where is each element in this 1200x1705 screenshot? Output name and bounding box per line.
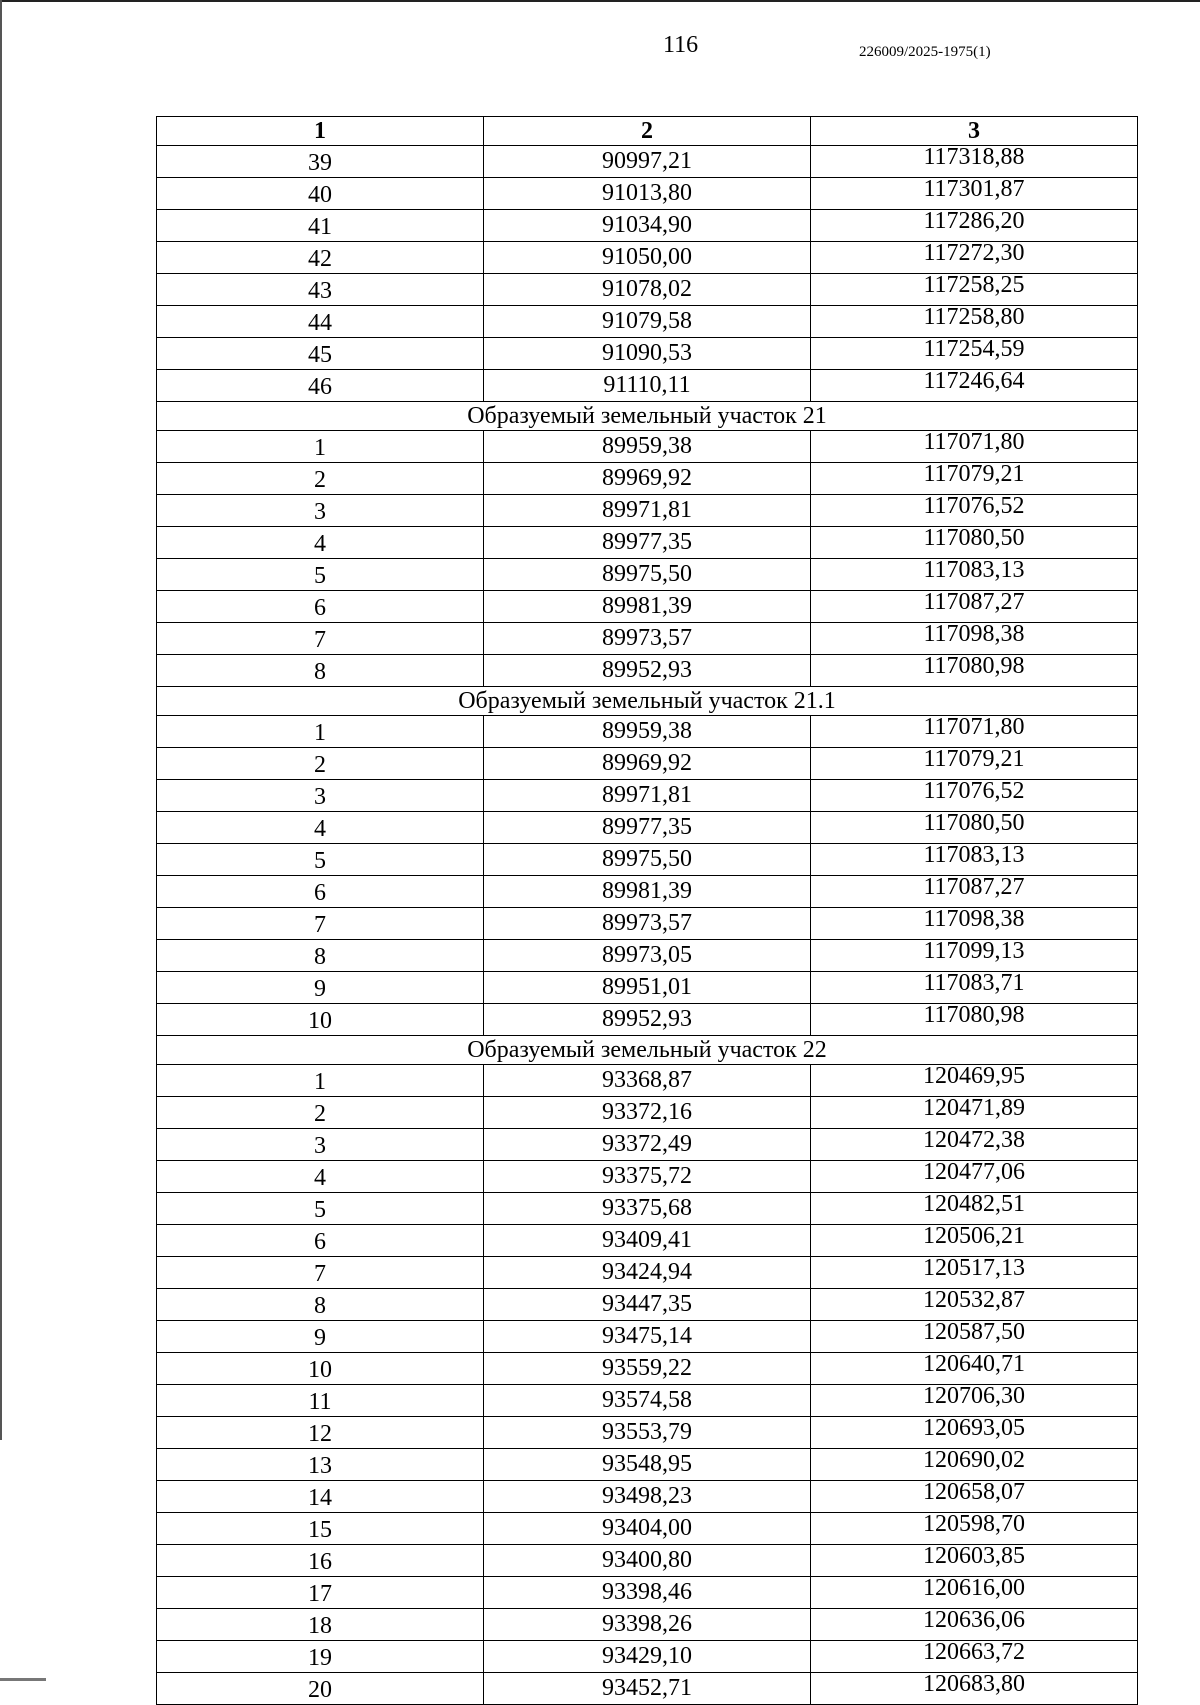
point-number-cell: 3 — [157, 495, 484, 527]
x-coordinate-cell: 93398,46 — [484, 1577, 811, 1609]
y-coordinate-cell: 120471,89 — [811, 1097, 1138, 1129]
y-coordinate-cell: 117079,21 — [811, 748, 1138, 780]
point-number-cell: 1 — [157, 1065, 484, 1097]
y-coordinate-cell: 120603,85 — [811, 1545, 1138, 1577]
y-coordinate-cell: 117098,38 — [811, 908, 1138, 940]
y-coordinate-cell: 120469,95 — [811, 1065, 1138, 1097]
table-row — [157, 1289, 1138, 1321]
y-coordinate-cell: 120532,87 — [811, 1289, 1138, 1321]
point-number-cell: 5 — [157, 844, 484, 876]
y-coordinate-cell: 117087,27 — [811, 876, 1138, 908]
table-row — [157, 1129, 1138, 1161]
y-coordinate-cell: 120482,51 — [811, 1193, 1138, 1225]
y-coordinate-cell: 117076,52 — [811, 495, 1138, 527]
point-number-cell: 4 — [157, 1161, 484, 1193]
table-header-row — [157, 117, 1138, 146]
table-row — [157, 242, 1138, 274]
x-coordinate-cell: 89975,50 — [484, 559, 811, 591]
point-number-cell: 7 — [157, 908, 484, 940]
table-row — [157, 274, 1138, 306]
point-number-cell: 9 — [157, 1321, 484, 1353]
x-coordinate-cell: 91079,58 — [484, 306, 811, 338]
y-coordinate-cell: 117254,59 — [811, 338, 1138, 370]
x-coordinate-cell: 93372,16 — [484, 1097, 811, 1129]
x-coordinate-cell: 89951,01 — [484, 972, 811, 1004]
table-row — [157, 1004, 1138, 1036]
column-header-3: 3 — [811, 117, 1138, 146]
point-number-cell: 45 — [157, 338, 484, 370]
y-coordinate-cell: 120477,06 — [811, 1161, 1138, 1193]
point-number-cell: 41 — [157, 210, 484, 242]
x-coordinate-cell: 93452,71 — [484, 1673, 811, 1705]
y-coordinate-cell: 120663,72 — [811, 1641, 1138, 1673]
x-coordinate-cell: 93475,14 — [484, 1321, 811, 1353]
table-row — [157, 306, 1138, 338]
y-coordinate-cell: 117083,13 — [811, 559, 1138, 591]
table-body — [157, 146, 1138, 1705]
point-number-cell: 39 — [157, 146, 484, 178]
x-coordinate-cell: 91034,90 — [484, 210, 811, 242]
point-number-cell: 10 — [157, 1004, 484, 1036]
point-number-cell: 14 — [157, 1481, 484, 1513]
y-coordinate-cell: 120636,06 — [811, 1609, 1138, 1641]
point-number-cell: 42 — [157, 242, 484, 274]
scan-mark-bottom — [0, 1678, 46, 1681]
x-coordinate-cell: 89973,57 — [484, 623, 811, 655]
x-coordinate-cell: 91050,00 — [484, 242, 811, 274]
point-number-cell: 8 — [157, 1289, 484, 1321]
x-coordinate-cell: 89981,39 — [484, 876, 811, 908]
table-row — [157, 527, 1138, 559]
x-coordinate-cell: 91090,53 — [484, 338, 811, 370]
point-number-cell: 18 — [157, 1609, 484, 1641]
table-row — [157, 780, 1138, 812]
point-number-cell: 9 — [157, 972, 484, 1004]
y-coordinate-cell: 120658,07 — [811, 1481, 1138, 1513]
x-coordinate-cell: 93368,87 — [484, 1065, 811, 1097]
y-coordinate-cell: 117079,21 — [811, 463, 1138, 495]
point-number-cell: 8 — [157, 940, 484, 972]
point-number-cell: 11 — [157, 1385, 484, 1417]
table-row — [157, 559, 1138, 591]
point-number-cell: 4 — [157, 527, 484, 559]
y-coordinate-cell: 117099,13 — [811, 940, 1138, 972]
y-coordinate-cell: 120472,38 — [811, 1129, 1138, 1161]
table-row — [157, 1417, 1138, 1449]
column-header-1: 1 — [157, 117, 484, 146]
table-row — [157, 1513, 1138, 1545]
table-row — [157, 210, 1138, 242]
x-coordinate-cell: 93447,35 — [484, 1289, 811, 1321]
point-number-cell: 17 — [157, 1577, 484, 1609]
section-heading: Образуемый земельный участок 21.1 — [157, 687, 1138, 716]
table-row — [157, 1449, 1138, 1481]
y-coordinate-cell: 120616,00 — [811, 1577, 1138, 1609]
x-coordinate-cell: 93372,49 — [484, 1129, 811, 1161]
x-coordinate-cell: 89973,57 — [484, 908, 811, 940]
x-coordinate-cell: 89969,92 — [484, 748, 811, 780]
table-row — [157, 1385, 1138, 1417]
x-coordinate-cell: 89952,93 — [484, 1004, 811, 1036]
y-coordinate-cell: 117076,52 — [811, 780, 1138, 812]
point-number-cell: 7 — [157, 623, 484, 655]
point-number-cell: 6 — [157, 1225, 484, 1257]
y-coordinate-cell: 117318,88 — [811, 146, 1138, 178]
table-row — [157, 1353, 1138, 1385]
x-coordinate-cell: 91013,80 — [484, 178, 811, 210]
table-row — [157, 1097, 1138, 1129]
point-number-cell: 3 — [157, 780, 484, 812]
table-row — [157, 876, 1138, 908]
point-number-cell: 10 — [157, 1353, 484, 1385]
point-number-cell: 2 — [157, 1097, 484, 1129]
y-coordinate-cell: 117258,80 — [811, 306, 1138, 338]
point-number-cell: 44 — [157, 306, 484, 338]
point-number-cell: 6 — [157, 591, 484, 623]
y-coordinate-cell: 120706,30 — [811, 1385, 1138, 1417]
table-row — [157, 1161, 1138, 1193]
table-row — [157, 1577, 1138, 1609]
page-number: 116 — [663, 32, 699, 58]
section-heading-row — [157, 1036, 1138, 1065]
document-code: 226009/2025-1975(1) — [859, 44, 991, 60]
table-row — [157, 1257, 1138, 1289]
x-coordinate-cell: 93398,26 — [484, 1609, 811, 1641]
x-coordinate-cell: 93574,58 — [484, 1385, 811, 1417]
section-heading-row — [157, 402, 1138, 431]
point-number-cell: 4 — [157, 812, 484, 844]
x-coordinate-cell: 89975,50 — [484, 844, 811, 876]
point-number-cell: 8 — [157, 655, 484, 687]
point-number-cell: 5 — [157, 1193, 484, 1225]
point-number-cell: 20 — [157, 1673, 484, 1705]
table-row — [157, 591, 1138, 623]
x-coordinate-cell: 93375,68 — [484, 1193, 811, 1225]
x-coordinate-cell: 93409,41 — [484, 1225, 811, 1257]
table-row — [157, 716, 1138, 748]
x-coordinate-cell: 93424,94 — [484, 1257, 811, 1289]
y-coordinate-cell: 120517,13 — [811, 1257, 1138, 1289]
table-row — [157, 1481, 1138, 1513]
y-coordinate-cell: 117286,20 — [811, 210, 1138, 242]
column-header-2: 2 — [484, 117, 811, 146]
table-row — [157, 844, 1138, 876]
x-coordinate-cell: 90997,21 — [484, 146, 811, 178]
table-row — [157, 146, 1138, 178]
x-coordinate-cell: 89959,38 — [484, 716, 811, 748]
table-row — [157, 1673, 1138, 1705]
point-number-cell: 40 — [157, 178, 484, 210]
table-row — [157, 812, 1138, 844]
point-number-cell: 15 — [157, 1513, 484, 1545]
section-heading-row — [157, 687, 1138, 716]
table-row — [157, 338, 1138, 370]
point-number-cell: 1 — [157, 716, 484, 748]
point-number-cell: 2 — [157, 748, 484, 780]
y-coordinate-cell: 120506,21 — [811, 1225, 1138, 1257]
point-number-cell: 6 — [157, 876, 484, 908]
point-number-cell: 19 — [157, 1641, 484, 1673]
table-row — [157, 655, 1138, 687]
table-row — [157, 908, 1138, 940]
y-coordinate-cell: 117080,98 — [811, 655, 1138, 687]
x-coordinate-cell: 89977,35 — [484, 527, 811, 559]
y-coordinate-cell: 117272,30 — [811, 242, 1138, 274]
y-coordinate-cell: 120640,71 — [811, 1353, 1138, 1385]
y-coordinate-cell: 120693,05 — [811, 1417, 1138, 1449]
y-coordinate-cell: 117071,80 — [811, 431, 1138, 463]
table-row — [157, 178, 1138, 210]
point-number-cell: 12 — [157, 1417, 484, 1449]
y-coordinate-cell: 117080,50 — [811, 527, 1138, 559]
table-row — [157, 1321, 1138, 1353]
table-row — [157, 1545, 1138, 1577]
table-row — [157, 431, 1138, 463]
x-coordinate-cell: 89959,38 — [484, 431, 811, 463]
x-coordinate-cell: 89952,93 — [484, 655, 811, 687]
scan-edge-left — [0, 0, 2, 1440]
x-coordinate-cell: 93498,23 — [484, 1481, 811, 1513]
x-coordinate-cell: 93548,95 — [484, 1449, 811, 1481]
point-number-cell: 7 — [157, 1257, 484, 1289]
x-coordinate-cell: 89973,05 — [484, 940, 811, 972]
x-coordinate-cell: 93400,80 — [484, 1545, 811, 1577]
point-number-cell: 43 — [157, 274, 484, 306]
y-coordinate-cell: 117080,50 — [811, 812, 1138, 844]
y-coordinate-cell: 120690,02 — [811, 1449, 1138, 1481]
point-number-cell: 1 — [157, 431, 484, 463]
table-row — [157, 1225, 1138, 1257]
table-row — [157, 940, 1138, 972]
x-coordinate-cell: 89981,39 — [484, 591, 811, 623]
table-row — [157, 495, 1138, 527]
y-coordinate-cell: 117087,27 — [811, 591, 1138, 623]
x-coordinate-cell: 93553,79 — [484, 1417, 811, 1449]
table-row — [157, 748, 1138, 780]
y-coordinate-cell: 117098,38 — [811, 623, 1138, 655]
section-heading: Образуемый земельный участок 21 — [157, 402, 1138, 431]
table-row — [157, 1065, 1138, 1097]
point-number-cell: 46 — [157, 370, 484, 402]
x-coordinate-cell: 91110,11 — [484, 370, 811, 402]
x-coordinate-cell: 89969,92 — [484, 463, 811, 495]
x-coordinate-cell: 93375,72 — [484, 1161, 811, 1193]
point-number-cell: 5 — [157, 559, 484, 591]
y-coordinate-cell: 117246,64 — [811, 370, 1138, 402]
x-coordinate-cell: 89971,81 — [484, 780, 811, 812]
point-number-cell: 2 — [157, 463, 484, 495]
table-row — [157, 370, 1138, 402]
table-row — [157, 972, 1138, 1004]
x-coordinate-cell: 89971,81 — [484, 495, 811, 527]
table-row — [157, 463, 1138, 495]
x-coordinate-cell: 93429,10 — [484, 1641, 811, 1673]
point-number-cell: 13 — [157, 1449, 484, 1481]
y-coordinate-cell: 117301,87 — [811, 178, 1138, 210]
x-coordinate-cell: 91078,02 — [484, 274, 811, 306]
y-coordinate-cell: 117083,71 — [811, 972, 1138, 1004]
point-number-cell: 3 — [157, 1129, 484, 1161]
x-coordinate-cell: 89977,35 — [484, 812, 811, 844]
y-coordinate-cell: 120587,50 — [811, 1321, 1138, 1353]
y-coordinate-cell: 117071,80 — [811, 716, 1138, 748]
x-coordinate-cell: 93559,22 — [484, 1353, 811, 1385]
scan-edge-top — [0, 0, 1200, 2]
section-heading: Образуемый земельный участок 22 — [157, 1036, 1138, 1065]
table-row — [157, 1641, 1138, 1673]
y-coordinate-cell: 120683,80 — [811, 1673, 1138, 1705]
point-number-cell: 16 — [157, 1545, 484, 1577]
y-coordinate-cell: 120598,70 — [811, 1513, 1138, 1545]
y-coordinate-cell: 117083,13 — [811, 844, 1138, 876]
y-coordinate-cell: 117080,98 — [811, 1004, 1138, 1036]
coordinates-table — [156, 116, 1138, 1705]
table-row — [157, 623, 1138, 655]
y-coordinate-cell: 117258,25 — [811, 274, 1138, 306]
table-row — [157, 1193, 1138, 1225]
x-coordinate-cell: 93404,00 — [484, 1513, 811, 1545]
table-row — [157, 1609, 1138, 1641]
